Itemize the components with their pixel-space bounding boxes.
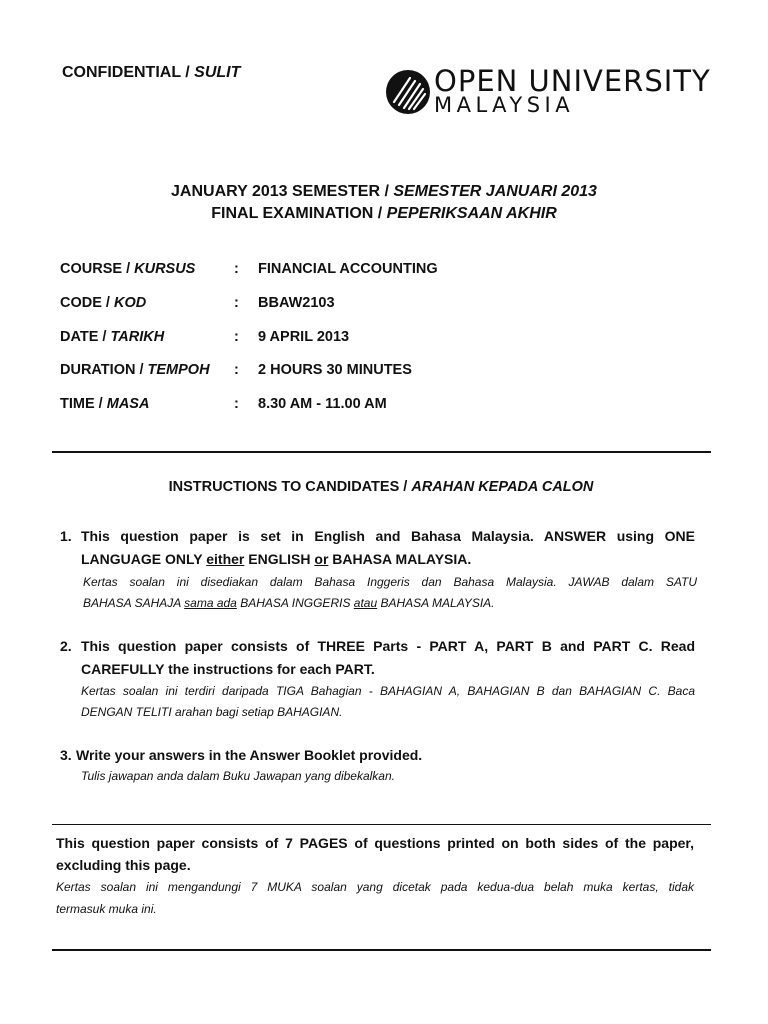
duration-value: 2 HOURS 30 MINUTES <box>258 362 412 378</box>
time-label: TIME / MASA <box>60 396 150 412</box>
instruction-3-ms-line1: Tulis jawapan anda dalam Buku Jawapan yang dibekalkan. <box>81 769 395 783</box>
instruction-1-ms-line1: Kertas soalan ini disediakan dalam Bahasa Inggeris dan Bahasa Malaysia. JAWAB dalam SATU <box>83 575 697 589</box>
instruction-2-en-line1: This question paper consists of THREE Parts - PART A, PART B and PART C. Read <box>81 638 695 654</box>
divider-middle <box>52 824 711 825</box>
divider-bottom <box>52 949 711 951</box>
instruction-1-en-line2: LANGUAGE ONLY either ENGLISH or BAHASA MALAYSIA. <box>81 551 472 567</box>
instruction-2-ms-line1: Kertas soalan ini terdiri daripada TIGA Bahagian - BAHAGIAN A, BAHAGIAN B dan BAHAGIAN C. Baca <box>81 684 695 698</box>
page-count-note-en-line1: This question paper consists of 7 PAGES of questions printed on both sides of the paper, <box>56 835 694 851</box>
instruction-3-en-line1: Write your answers in the Answer Booklet provided. <box>76 747 423 763</box>
semester-title: JANUARY 2013 SEMESTER / SEMESTER JANUARI 2013 <box>171 183 597 200</box>
logo-mark-icon <box>384 68 432 116</box>
time-colon: : <box>234 396 239 412</box>
course-colon: : <box>234 261 239 277</box>
instruction-number: 2. <box>60 638 72 654</box>
instruction-number: 1. <box>60 528 72 544</box>
divider-top <box>52 451 711 453</box>
instruction-2-ms-line2: DENGAN TELITI arahan bagi setiap BAHAGIAN. <box>81 705 343 719</box>
page-count-note-ms-line2: termasuk muka ini. <box>56 902 157 916</box>
logo-text-line2: MALAYSIA <box>434 93 575 117</box>
page-count-note-en-line2: excluding this page. <box>56 857 191 873</box>
logo-text-line1: OPEN UNIVERSITY <box>434 64 711 98</box>
duration-label: DURATION / TEMPOH <box>60 362 210 378</box>
course-value: FINANCIAL ACCOUNTING <box>258 261 438 277</box>
university-logo <box>384 66 714 126</box>
instruction-number: 3. <box>60 747 72 763</box>
code-colon: : <box>234 295 239 311</box>
duration-colon: : <box>234 362 239 378</box>
page-count-note-ms-line1: Kertas soalan ini mengandungi 7 MUKA soalan yang dicetak pada kedua-dua belah muka kertas, tidak <box>56 880 694 894</box>
date-colon: : <box>234 329 239 345</box>
confidential-label: CONFIDENTIAL / SULIT <box>62 64 241 81</box>
course-label: COURSE / KURSUS <box>60 261 196 277</box>
code-label: CODE / KOD <box>60 295 147 311</box>
date-value: 9 APRIL 2013 <box>258 329 350 345</box>
exam-title: FINAL EXAMINATION / PEPERIKSAAN AKHIR <box>211 205 557 222</box>
code-value: BBAW2103 <box>258 295 335 311</box>
time-value: 8.30 AM - 11.00 AM <box>258 396 387 412</box>
instruction-1-en-line1: This question paper is set in English and Bahasa Malaysia. ANSWER using ONE <box>81 528 695 544</box>
instruction-2-en-line2: CAREFULLY the instructions for each PART. <box>81 661 375 677</box>
date-label: DATE / TARIKH <box>60 329 165 345</box>
instructions-heading: INSTRUCTIONS TO CANDIDATES / ARAHAN KEPADA CALON <box>168 479 594 495</box>
instruction-1-ms-line2: BAHASA SAHAJA sama ada BAHASA INGGERIS atau BAHASA MALAYSIA. <box>83 596 495 610</box>
